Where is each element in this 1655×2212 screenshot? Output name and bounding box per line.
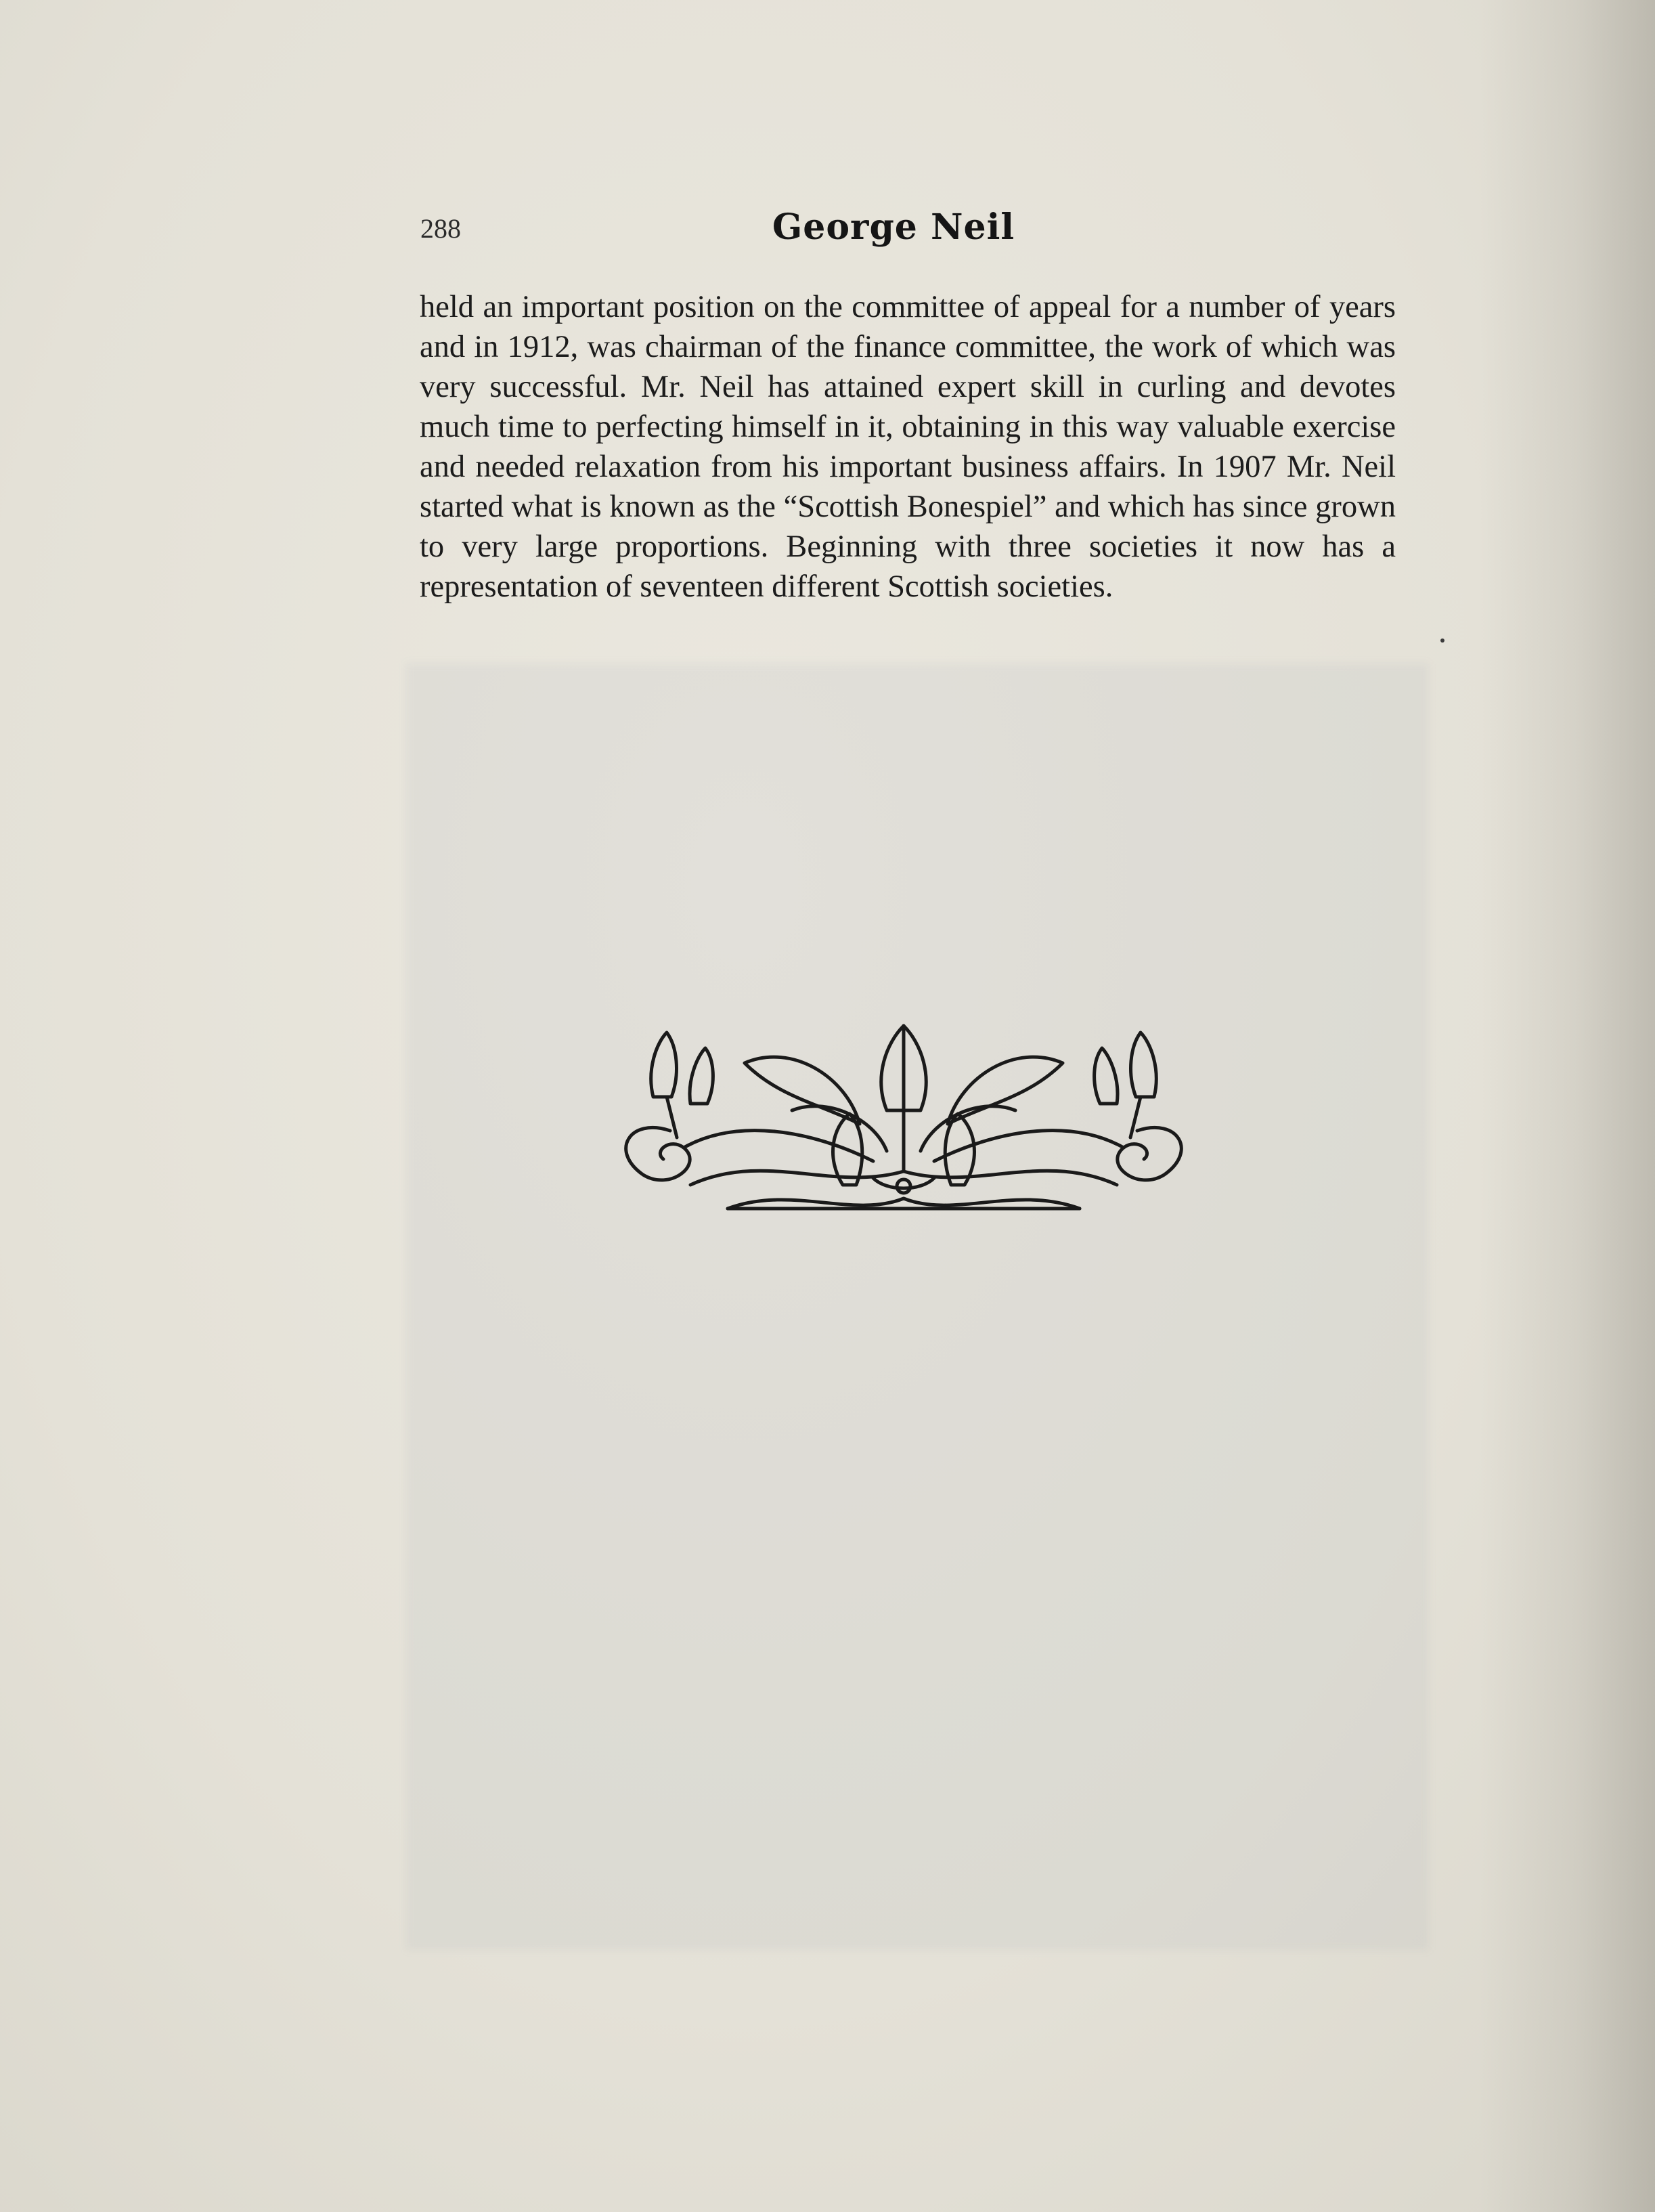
show-through-text xyxy=(406,664,1428,1950)
page-number: 288 xyxy=(420,213,461,244)
running-title: George Neil xyxy=(772,207,1015,248)
body-text xyxy=(420,287,1396,607)
paper-speck xyxy=(1440,638,1444,643)
body-paragraph: held an important position on the committee of appeal for a number of years and in 1912, was chairman of the finance committee, the work of which was very successful. Mr. Neil has attained expert skill in curling and devotes much time to perfecting himself in it, obtaining in this way valuable exercise and needed relaxation from his important business affairs. In 1907 Mr. Neil started what is known as the “Scottish Bonespiel” and which has since grown to very large proportions. Beginning with three societies it now has a representation of seventeen different Scottish societies. xyxy=(420,290,1396,604)
floral-tailpiece-icon xyxy=(589,1016,1218,1222)
gutter-shadow xyxy=(1479,0,1655,2212)
